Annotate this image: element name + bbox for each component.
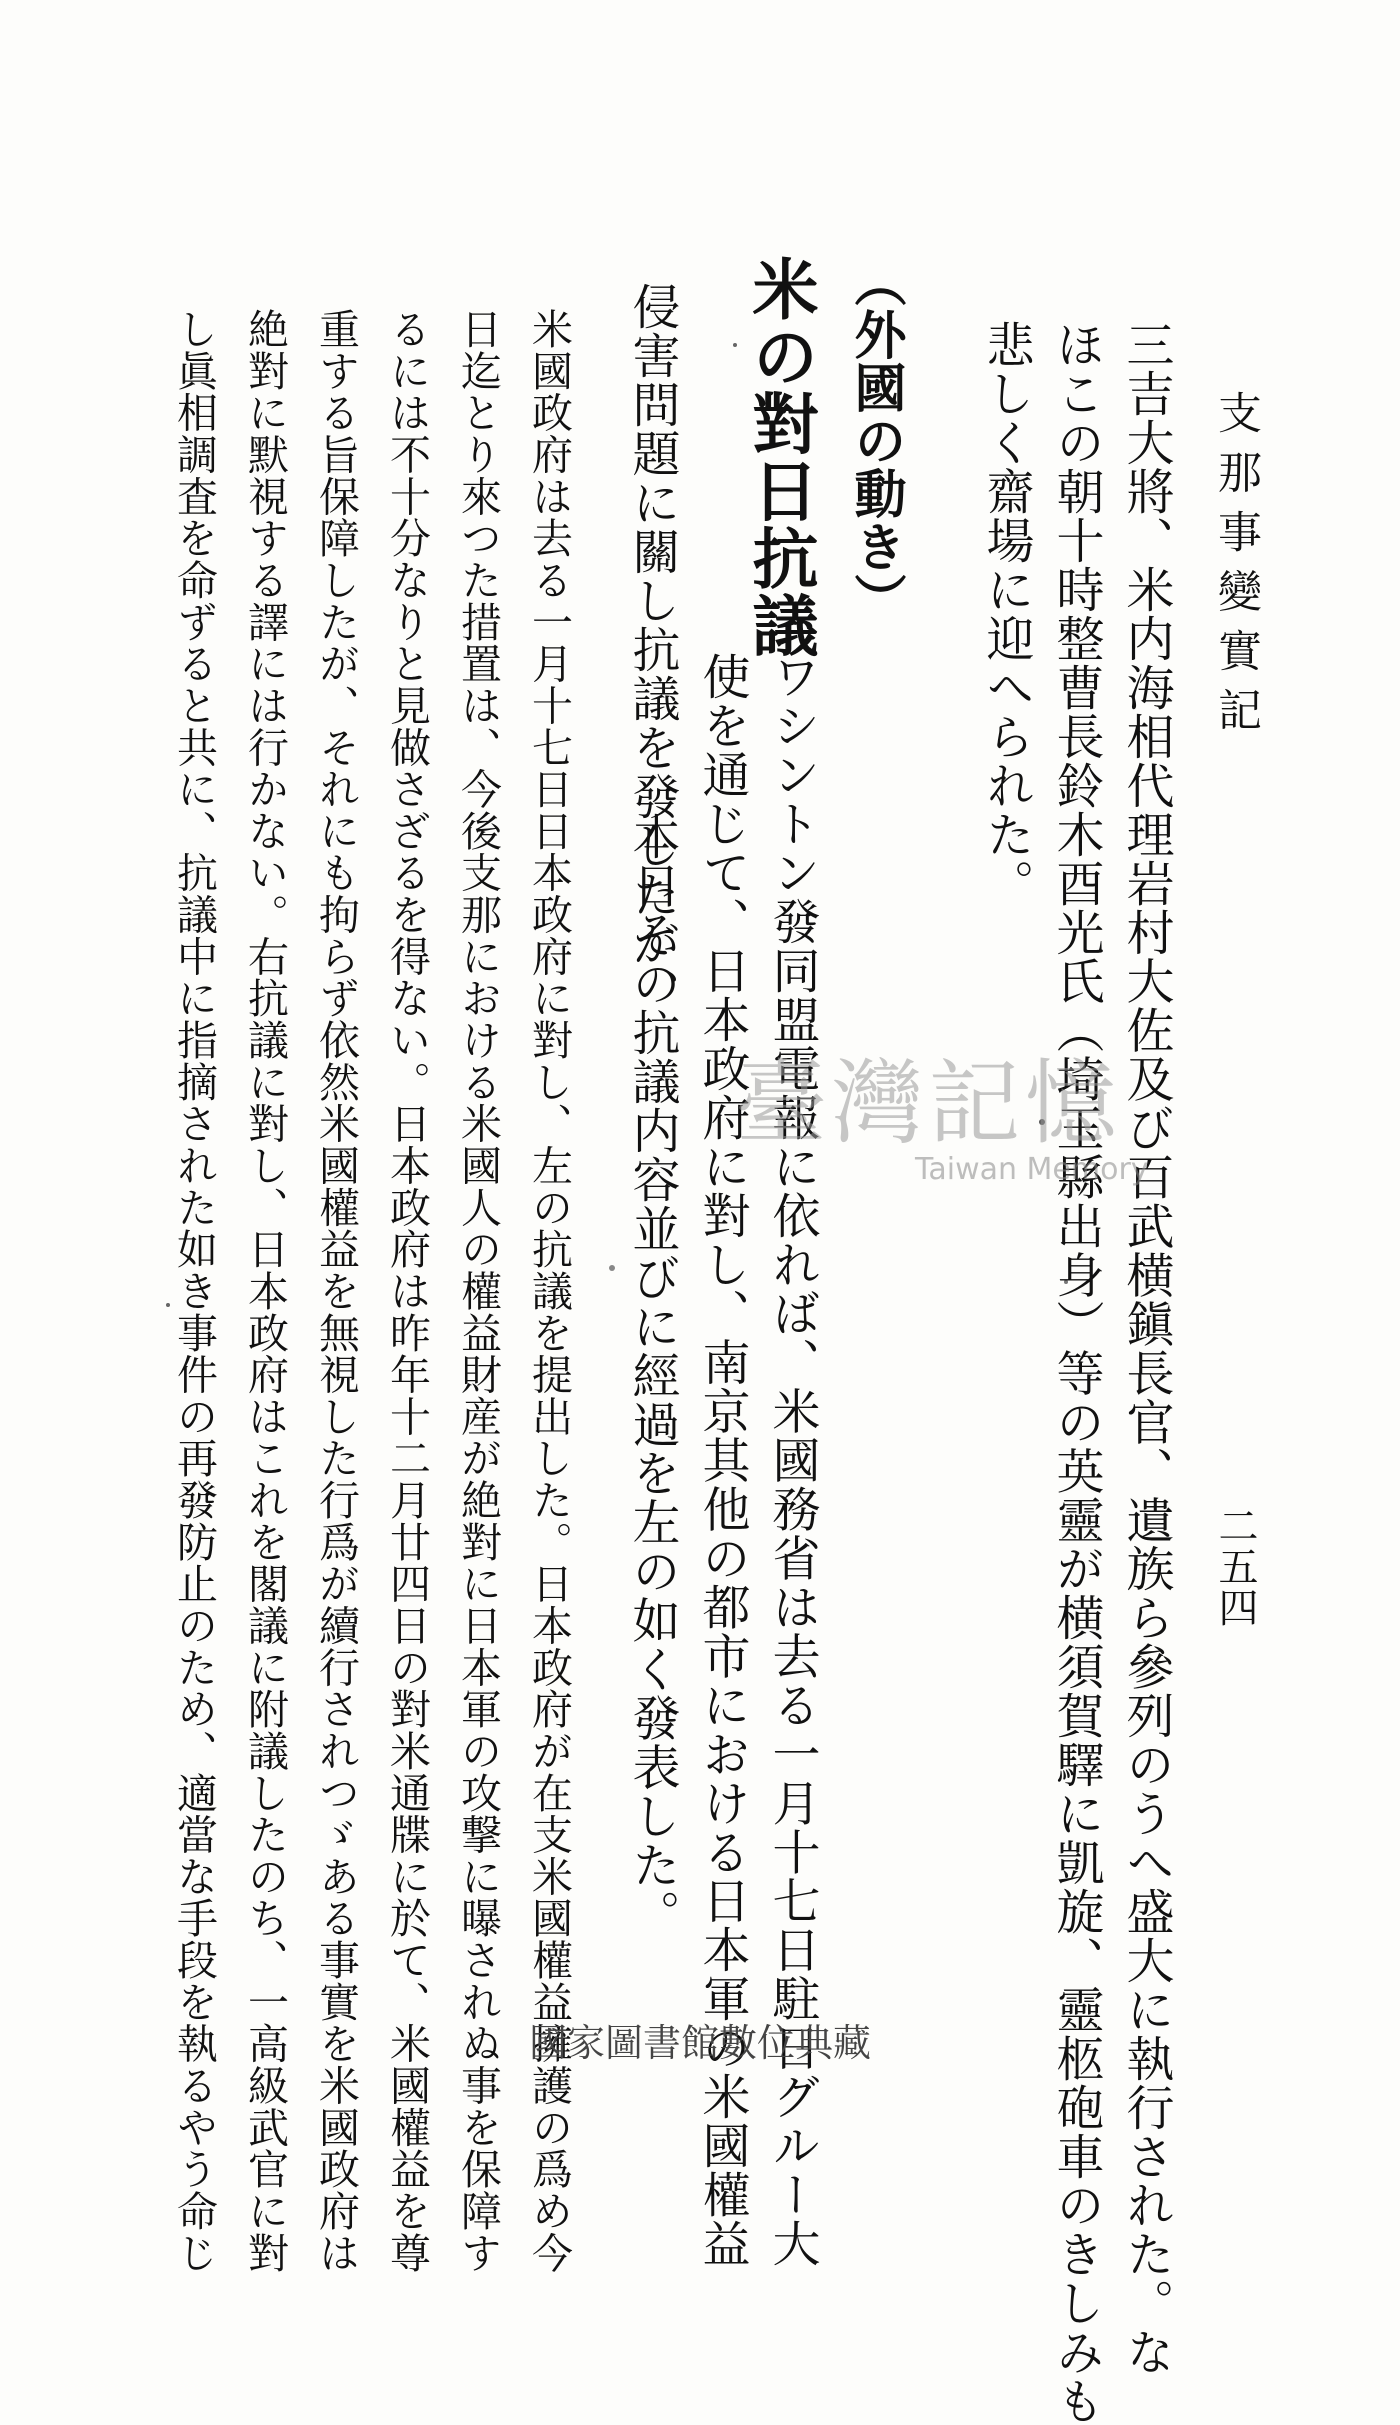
body-line: 重する旨保障したが、それにも拘らず依然米國權益を無視した行爲が續行されつゞある事實を米國政府は (312, 308, 360, 2274)
page-number: 二五四 (1212, 1505, 1258, 1628)
taiwan-memory-watermark (735, 1030, 1149, 1200)
running-header-title: 支那事變實記 (1210, 390, 1261, 747)
body-line: るには不十分なりと見做さざるを得ない。日本政府は昨年十二月廿四日の對米通牒に於て、米國權益を尊 (383, 308, 431, 2274)
body-line: 絶對に默視する譯には行かない。右抗議に對し、日本政府はこれを閣議に附議したのち、一高級武官に對 (241, 308, 289, 2274)
body-line: し眞相調査を命ずると共に、抗議中に指摘された如き事件の再發防止のため、適當な手段を執るやう命じ (170, 308, 218, 2274)
lead-line: 本日その抗議内容並びに經過を左の如く發表した。 (624, 812, 680, 1939)
watermark-logo-text: 臺灣記憶 (735, 1050, 1122, 1157)
lead-line: 使を通じて、日本政府に對し、南京其他の都市における日本軍の米國權益 (694, 652, 750, 2268)
section-category: （外國の動き） (845, 255, 906, 627)
body-line: 日迄とり來つた措置は、今後支那における米國人の權益財産が絶對に日本軍の攻撃に曝されぬ事を保障す (454, 308, 502, 2274)
text-line: ほこの朝十時整曹長鈴木酉光氏（埼玉縣出身）等の英靈が横須賀驛に凱旋、靈柩砲車のきしみも (1048, 320, 1104, 2425)
body-line: 米國政府は去る一月十七日日本政府に對し、左の抗議を提出した。日本政府が在支米國權益擁護の爲め今 (525, 308, 573, 2274)
watermark-logo-subtext: Taiwan Memory (915, 1152, 1149, 1187)
collection-footer: 國家圖書館數位典藏 (528, 2021, 871, 2065)
lead-line: ワシントン發同盟電報に依れば、米國務省は去る一月十七日駐日グルー大 (764, 652, 820, 2268)
text-line: 三吉大將、米内海相代理岩村大佐及び百武横鎭長官、遺族ら參列のうへ盛大に執行された。な (1118, 320, 1174, 2377)
article-subtitle: 侵害問題に關し抗議を發したが、 (624, 282, 680, 1017)
article-title: 米の對日抗議 (741, 255, 819, 659)
text-line: 悲しく齋場に迎へられた。 (978, 320, 1034, 908)
